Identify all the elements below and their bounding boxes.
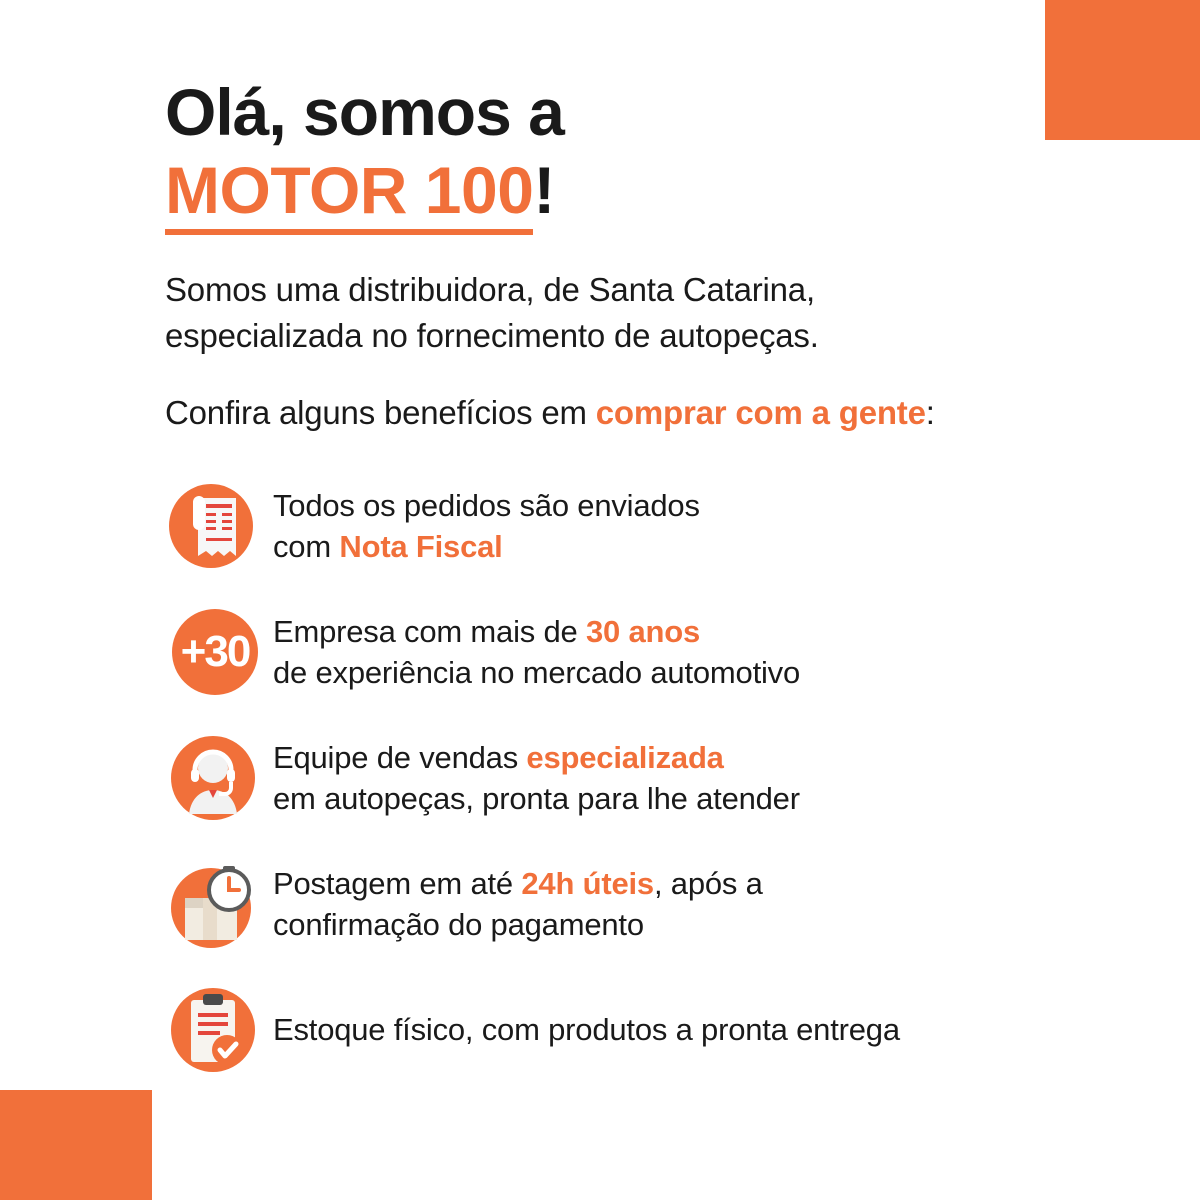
- benefits-list: [165, 470, 1145, 1100]
- benefit-text-postagem: [265, 863, 763, 945]
- benefit-line-2-highlight: Nota Fiscal: [339, 529, 503, 564]
- benefit-item-equipe: [165, 722, 1145, 834]
- benefits-intro-line: [165, 394, 1115, 432]
- benefit-item-postagem: [165, 848, 1145, 960]
- benefits-intro-suffix: :: [925, 394, 935, 432]
- header-block: [165, 75, 1115, 432]
- benefit-line-1-highlight: 24h úteis: [521, 865, 654, 901]
- intro-line-1: Somos uma distribuidora, de Santa Catarina,: [165, 271, 815, 309]
- benefit-line-1-pre: Empresa com mais de: [273, 613, 586, 649]
- intro-paragraph: [165, 267, 1115, 358]
- benefit-line-1: [273, 611, 800, 652]
- receipt-icon: [165, 476, 265, 576]
- benefit-item-30-anos: [165, 596, 1145, 708]
- benefit-line-1: [273, 737, 800, 778]
- benefit-line-2: de experiência no mercado automotivo: [273, 655, 801, 690]
- benefit-text-estoque: [265, 1009, 900, 1050]
- benefit-line-2: [273, 526, 700, 567]
- benefits-intro-highlight: comprar com a gente: [595, 394, 926, 432]
- benefit-line-1-post: , após a: [653, 865, 763, 901]
- headline-line-1: Olá, somos a: [165, 75, 564, 149]
- intro-line-2: especializada no fornecimento de autopeças.: [165, 316, 819, 354]
- decorative-square-bottom-left: [0, 1090, 152, 1200]
- headline-line-2: [165, 153, 1115, 229]
- benefit-line-2: confirmação do pagamento: [273, 907, 644, 942]
- badge-circle: [172, 609, 258, 695]
- benefits-intro-prefix: Confira alguns benefícios em: [165, 394, 596, 432]
- benefit-item-estoque: [165, 974, 1145, 1086]
- benefit-line-1: [273, 863, 763, 904]
- plus-30-badge-icon: [165, 602, 265, 702]
- clipboard-check-icon: [165, 980, 265, 1080]
- headset-agent-icon: [165, 728, 265, 828]
- benefit-line-1-pre: Postagem em até: [273, 865, 522, 901]
- benefit-text-30-anos: [265, 611, 800, 693]
- benefit-line-1-highlight: especializada: [526, 739, 724, 775]
- brand-name: MOTOR 100: [165, 153, 533, 235]
- benefit-line-1: Todos os pedidos são enviados: [273, 487, 700, 523]
- benefit-text-equipe: [265, 737, 800, 819]
- benefit-item-nota-fiscal: [165, 470, 1145, 582]
- benefit-line-2: em autopeças, pronta para lhe atender: [273, 781, 800, 816]
- benefit-line-1-highlight: 30 anos: [586, 613, 701, 649]
- headline-exclamation: !: [533, 153, 555, 228]
- badge-label: +30: [180, 627, 250, 676]
- benefit-line-1: Estoque físico, com produtos a pronta entrega: [273, 1012, 900, 1048]
- benefit-line-1-pre: Equipe de vendas: [273, 739, 527, 775]
- benefit-text-nota-fiscal: [265, 485, 700, 567]
- box-stopwatch-icon: [165, 854, 265, 954]
- benefit-line-2-pre: com: [273, 529, 340, 564]
